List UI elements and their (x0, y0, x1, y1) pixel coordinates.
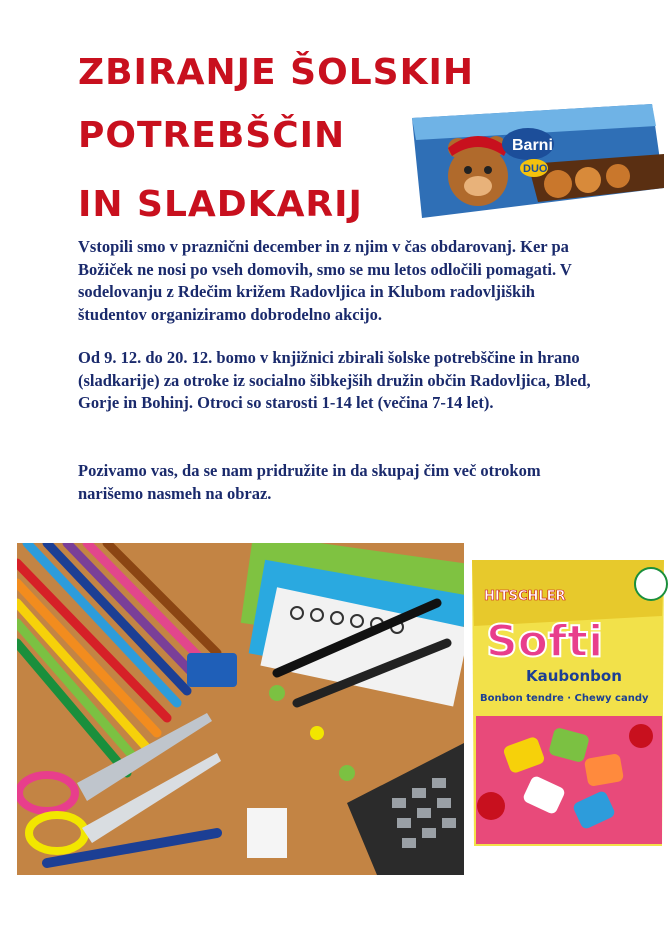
invitation-paragraph: Pozivamo vas, da se nam pridružite in da skupaj čim več otrokom narišemo nasmeh na obraz. (78, 461, 541, 503)
softi-line1-text: Kaubonbon (526, 667, 622, 685)
collection-paragraph: Od 9. 12. do 20. 12. bomo v knjižnici zbirali šolske potrebščine in hrano (sladkarije) za otroke iz socialno šibkejših družin občin Radovljica, Bled, Gorje in Bohinj. Otroci so starosti 1-14 let (večina 7-14 let). (78, 348, 591, 413)
softi-brand-text: Softi (486, 616, 604, 667)
title-line-1: ZBIRANJE ŠOLSKIH (78, 52, 474, 93)
barni-variant-text: DUO (523, 163, 548, 175)
barni-brand-text: Barni (512, 137, 553, 154)
intro-paragraph: Vstopili smo v praznični december in z njim v čas obdarovanj. Ker pa Božiček ne nosi po vseh domovih, smo se mu letos odločili pomagati. V sodelovanju z Rdečim križem Radovljica in Klubom radovljiških študentov organiziramo dobrodelno akcijo. (78, 237, 572, 325)
school-supplies-image (17, 543, 464, 875)
softi-line2-text: Bonbon tendre · Chewy candy (480, 693, 649, 704)
barni-package-image (408, 104, 666, 218)
softi-candy-image (466, 556, 669, 851)
softi-maker-text: HITSCHLER (484, 589, 566, 604)
title-line-3: IN SLADKARIJ (78, 184, 363, 225)
title-line-2: POTREBŠČIN (78, 115, 346, 156)
